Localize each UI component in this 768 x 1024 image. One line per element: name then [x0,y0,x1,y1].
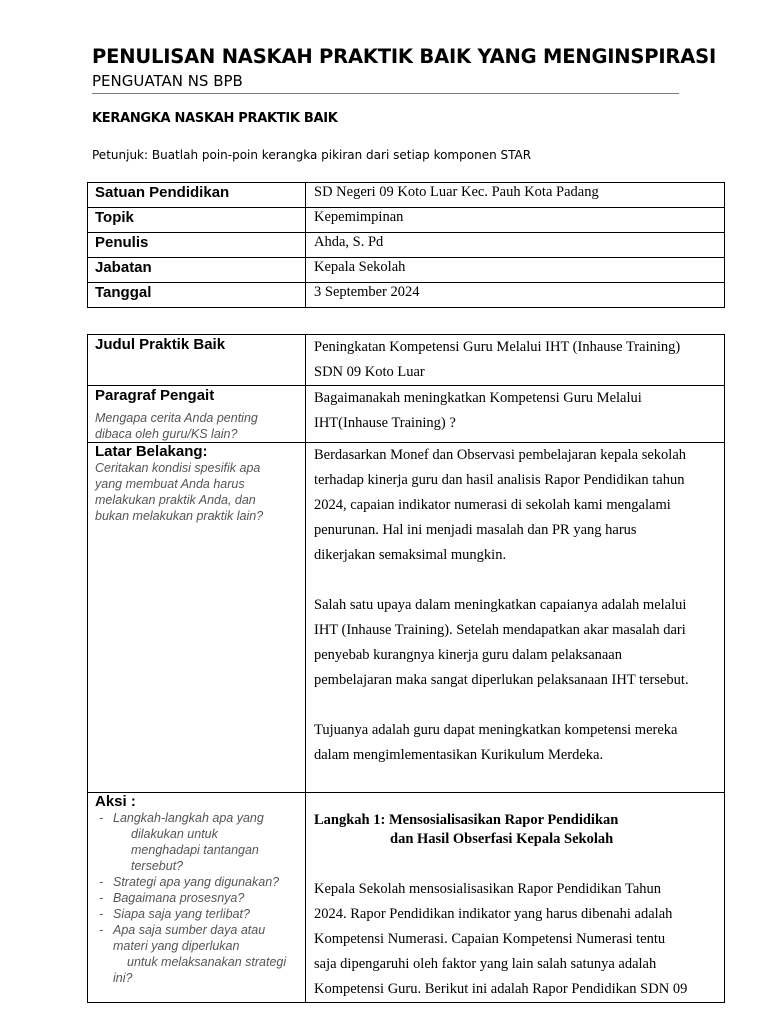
hint-line: - Siapa saja yang terlibat? [113,907,250,921]
text-line: Kompetensi Numerasi. Capaian Kompetensi Numerasi tentu [314,931,666,947]
paragraf-label: Paragraf Pengait [95,387,215,404]
row-label: Topik [88,208,306,233]
hint-line: - Strategi apa yang digunakan? [113,875,280,889]
list-item [95,906,301,922]
hint-line: yang membuat Anda harus [95,477,245,491]
text-line: dikerjakan semaksimal mungkin. [314,547,507,563]
hint-line: Mengapa cerita Anda penting [95,411,258,425]
judul-value [306,335,725,386]
text-line: Bagaimanakah meningkatkan Kompetensi Guru Melalui [314,390,642,406]
text-line: Peningkatan Kompetensi Guru Melalui IHT (Inhause Training) [314,339,681,355]
text-line: terhadap kinerja guru dan hasil analisis Rapor Pendidikan tahun [314,472,685,488]
text-line: 2024, capaian indikator numerasi di sekolah kami mengalami [314,497,671,513]
step-title: Langkah 1: Mensosialisasikan Rapor Pendidikan [314,812,619,828]
text-line: saja dipengaruhi oleh faktor yang lain salah satunya adalah [314,956,657,972]
title-underline [92,93,679,94]
hint-line: bukan melakukan praktik lain? [95,509,264,523]
list-item [95,890,301,906]
latar-hint [95,460,301,524]
list-item [95,922,301,986]
instruction-text: Petunjuk: Buatlah poin-poin kerangka pikiran dari setiap komponen STAR [92,148,532,162]
paragraph-gap [314,849,718,877]
paragraph-gap [314,693,718,718]
hint-line: materi yang diperlukan [113,939,240,953]
table-row-aksi [88,793,725,1003]
hint-line: tersebut? [131,859,184,873]
table-row-paragraf [88,386,725,443]
row-value: SD Negeri 09 Koto Luar Kec. Pauh Kota Padang [306,183,725,208]
hint-line: - Apa saja sumber daya atau [113,923,266,937]
hint-line: dibaca oleh guru/KS lain? [95,427,238,441]
hint-line: menghadapi tantangan [131,843,259,857]
hint-line: Ceritakan kondisi spesifik apa [95,461,261,475]
table-row [88,208,725,233]
hint-line: - Bagaimana prosesnya? [113,891,245,905]
text-line: Tujuanya adalah guru dapat meningkatkan kompetensi mereka [314,722,678,738]
paragraph-gap [314,568,718,593]
table-row-judul [88,335,725,386]
aksi-hint-list [95,810,301,986]
document-title: PENULISAN NASKAH PRAKTIK BAIK YANG MENGINSPIRASI [92,45,717,68]
text-line: dalam mengimlementasikan Kurikulum Merdeka. [314,747,604,763]
star-framework-table [87,334,725,1003]
latar-label: Latar Belakang: [95,443,208,460]
text-line: SDN 09 Koto Luar [314,364,425,380]
aksi-value [306,793,725,1003]
row-value: 3 September 2024 [306,283,725,308]
paragraf-cell [88,386,306,443]
paragraf-value [306,386,725,443]
list-item [95,810,301,874]
step-title-continued: dan Hasil Obserfasi Kepala Sekolah [390,831,614,847]
aksi-label: Aksi : [95,793,136,810]
text-line: Salah satu upaya dalam meningkatkan capaianya adalah melalui [314,597,687,613]
text-line: pembelajaran maka sangat diperlukan pelaksanaan IHT tersebut. [314,672,689,688]
table-row [88,258,725,283]
row-value: Kepemimpinan [306,208,725,233]
table-row [88,233,725,258]
table-row [88,183,725,208]
paragraf-hint [95,410,301,442]
section-heading: KERANGKA NASKAH PRAKTIK BAIK [92,111,338,126]
hint-line: - Langkah-langkah apa yang [113,811,264,825]
list-item [95,874,301,890]
hint-line: ini? [113,971,133,985]
row-label: Satuan Pendidikan [88,183,306,208]
hint-line: untuk melaksanakan strategi [127,955,287,969]
row-label: Tanggal [88,283,306,308]
latar-cell [88,443,306,793]
text-line: IHT(Inhause Training) ? [314,415,456,431]
aksi-cell [88,793,306,1003]
latar-value [306,443,725,793]
hint-line: dilakukan untuk [131,827,218,841]
text-line: Kompetensi Guru. Berikut ini adalah Rapor Pendidikan SDN 09 [314,981,688,997]
step-body [314,877,718,1002]
identity-table [87,182,725,308]
text-line: Kepala Sekolah mensosialisasikan Rapor Pendidikan Tahun [314,881,662,897]
document-subtitle: PENGUATAN NS BPB [92,72,243,90]
row-value: Kepala Sekolah [306,258,725,283]
judul-label: Judul Praktik Baik [88,335,306,386]
row-label: Penulis [88,233,306,258]
hint-line: melakukan praktik Anda, dan [95,493,256,507]
text-line: 2024. Rapor Pendidikan indikator yang harus dibenahi adalah [314,906,673,922]
text-line: penurunan. Hal ini menjadi masalah dan PR yang harus [314,522,637,538]
row-value: Ahda, S. Pd [306,233,725,258]
text-line: Berdasarkan Monef dan Observasi pembelajaran kepala sekolah [314,447,687,463]
row-label: Jabatan [88,258,306,283]
table-row [88,283,725,308]
text-line: penyebab kurangnya kinerja guru dalam pelaksanaan [314,647,622,663]
table-row-latar [88,443,725,793]
text-line: IHT (Inhause Training). Setelah mendapatkan akar masalah dari [314,622,686,638]
